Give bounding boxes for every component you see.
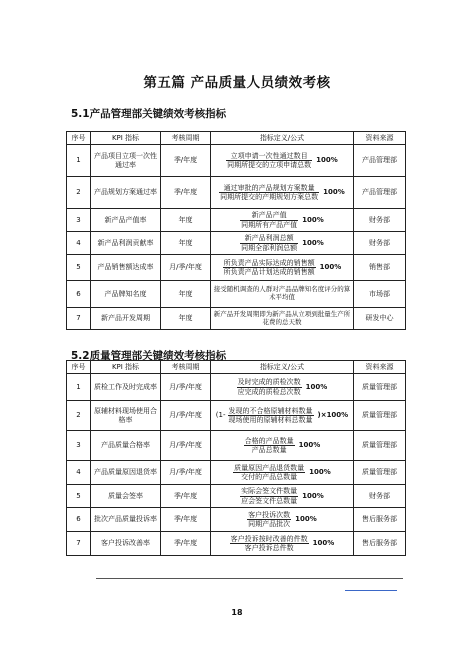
- assessment-period: 年度: [161, 232, 211, 255]
- formula-fraction: [228, 407, 314, 425]
- kpi-name: 产品质量原因退货率: [91, 461, 161, 485]
- formula-percent: 100%: [295, 515, 317, 524]
- kpi-name: 产品销售额达成率: [91, 255, 161, 281]
- formula-numerator: 客户投诉按时改善的件数: [230, 534, 308, 543]
- section-heading: [71, 106, 226, 121]
- table-row: [67, 431, 406, 461]
- table-row: [67, 461, 406, 485]
- kpi-definition: [211, 281, 354, 308]
- formula-numerator: 发现的不合格原辅材料数量: [228, 406, 313, 415]
- col-header-source: 资料来源: [354, 361, 406, 374]
- assessment-period: 年度: [161, 209, 211, 232]
- formula-denominator: 同期所提交的立项申请总数: [227, 161, 312, 169]
- formula-denominator: 交付的产品总数量: [241, 473, 298, 481]
- kpi-formula: [211, 508, 354, 532]
- table-row: [67, 232, 406, 255]
- assessment-period: 月/季/年度: [161, 461, 211, 485]
- row-index: 3: [67, 209, 91, 232]
- data-source: 销售部: [354, 255, 406, 281]
- col-header-kpi: KPI 指标: [91, 361, 161, 374]
- row-index: 1: [67, 374, 91, 401]
- table-row: [67, 532, 406, 556]
- formula-fraction: [247, 511, 291, 529]
- kpi-formula: [211, 255, 354, 281]
- formula-denominator: 同期产品批次: [248, 520, 291, 528]
- formula-fraction: [240, 211, 298, 229]
- data-source: 财务部: [354, 485, 406, 508]
- page-number: 18: [231, 608, 243, 617]
- kpi-name: 新产品开发周期: [91, 308, 161, 330]
- kpi-formula: [211, 431, 354, 461]
- section-number: 5.2: [71, 350, 90, 362]
- row-index: 7: [67, 532, 91, 556]
- row-index: 6: [67, 281, 91, 308]
- formula-prefix: (1-: [215, 411, 226, 420]
- formula-numerator: 新产品利润总额: [240, 234, 298, 243]
- formula-denominator: 同期所有产品产值: [241, 220, 298, 229]
- kpi-table-quality: [66, 360, 406, 556]
- formula-percent: 100%: [323, 188, 345, 197]
- formula-numerator: 合格的产品数量: [244, 436, 294, 445]
- data-source: 质量管理部: [354, 431, 406, 461]
- kpi-name: 产品牌知名度: [91, 281, 161, 308]
- table-header-row: [67, 361, 406, 374]
- formula-numerator: 新产品产值: [240, 211, 298, 220]
- data-source: 财务部: [354, 232, 406, 255]
- footer-rule: [96, 578, 403, 579]
- row-index: 3: [67, 431, 91, 461]
- definition-text: 接受随机调查的人群对产品品牌知名度评分的算术平均值: [213, 285, 351, 301]
- formula-fraction: [237, 378, 302, 396]
- data-source: 产品管理部: [354, 145, 406, 177]
- kpi-name: 产品规划方案通过率: [91, 177, 161, 209]
- kpi-formula: [211, 461, 354, 485]
- col-header-definition: 指标定义/公式: [211, 361, 354, 374]
- table-row: [67, 281, 406, 308]
- formula-denominator: 现场使用的原辅材料总数量: [228, 416, 313, 424]
- kpi-name: 产品项目立项一次性通过率: [91, 145, 161, 177]
- formula-numerator: 客户投诉次数: [248, 510, 291, 519]
- formula-percent: )×100%: [317, 411, 349, 420]
- kpi-formula: [211, 401, 354, 431]
- assessment-period: 月/季/年度: [161, 401, 211, 431]
- table-row: [67, 308, 406, 330]
- formula-percent: 100%: [302, 215, 324, 224]
- kpi-name: 原辅材料现场使用合格率: [91, 401, 161, 431]
- table-row: [67, 508, 406, 532]
- row-index: 6: [67, 508, 91, 532]
- row-index: 4: [67, 461, 91, 485]
- formula-percent: 100%: [305, 382, 328, 391]
- formula-numerator: 立项申请一次性通过数目: [226, 152, 312, 161]
- kpi-formula: [211, 232, 354, 255]
- row-index: 2: [67, 177, 91, 209]
- kpi-formula: [211, 532, 354, 556]
- col-header-index: 序号: [67, 132, 91, 145]
- page-title: 第五篇 产品质量人员绩效考核: [143, 75, 331, 91]
- formula-percent: 100%: [312, 539, 335, 548]
- formula-fraction: [219, 184, 319, 202]
- formula-fraction: [230, 535, 309, 553]
- assessment-period: 季/年度: [161, 508, 211, 532]
- formula-percent: 100%: [316, 156, 338, 165]
- formula-denominator: 应会签文件总数量: [241, 496, 298, 505]
- assessment-period: 月/季/年度: [161, 431, 211, 461]
- formula-numerator: 及时完成的质检次数: [237, 378, 301, 387]
- table-row: [67, 374, 406, 401]
- kpi-formula: [211, 485, 354, 508]
- row-index: 1: [67, 145, 91, 177]
- assessment-period: 月/季/年度: [161, 374, 211, 401]
- data-source: 售后服务部: [354, 508, 406, 532]
- kpi-formula: [211, 374, 354, 401]
- data-source: 市场部: [354, 281, 406, 308]
- kpi-name: 客户投诉改善率: [91, 532, 161, 556]
- assessment-period: 季/年度: [161, 145, 211, 177]
- col-header-kpi: KPI 指标: [91, 132, 161, 145]
- col-header-definition: 指标定义/公式: [211, 132, 354, 145]
- assessment-period: 月/季/年度: [161, 255, 211, 281]
- assessment-period: 季/年度: [161, 177, 211, 209]
- formula-denominator: 同期所提交的产期规划方案总数: [220, 193, 319, 201]
- assessment-period: 年度: [161, 308, 211, 330]
- formula-denominator: 应完成的质检总次数: [237, 387, 301, 396]
- section-title: 产品管理部关键绩效考核指标: [89, 108, 227, 120]
- formula-numerator: 质量原因产品退货数量: [234, 463, 305, 472]
- formula-fraction: [226, 152, 312, 170]
- row-index: 7: [67, 308, 91, 330]
- formula-percent: 100%: [302, 491, 324, 500]
- row-index: 5: [67, 255, 91, 281]
- data-source: 售后服务部: [354, 532, 406, 556]
- data-source: 财务部: [354, 209, 406, 232]
- formula-fraction: [233, 464, 305, 482]
- row-index: 2: [67, 401, 91, 431]
- footer-link-rule: [345, 590, 397, 591]
- formula-percent: 100%: [298, 441, 321, 450]
- table-header-row: [67, 132, 406, 145]
- data-source: 质量管理部: [354, 401, 406, 431]
- kpi-formula: [211, 209, 354, 232]
- formula-numerator: 通过审批的产品规划方案数量: [219, 184, 319, 193]
- row-index: 5: [67, 485, 91, 508]
- table-row: [67, 177, 406, 209]
- kpi-name: 质量会签率: [91, 485, 161, 508]
- table-row: [67, 145, 406, 177]
- formula-denominator: 同期全部利润总额: [241, 243, 298, 252]
- formula-percent: 100%: [319, 263, 342, 272]
- data-source: 产品管理部: [354, 177, 406, 209]
- table-row: [67, 255, 406, 281]
- kpi-name: 批次产品质量投诉率: [91, 508, 161, 532]
- col-header-period: 考核周期: [161, 361, 211, 374]
- formula-fraction: [223, 259, 316, 277]
- data-source: 研发中心: [354, 308, 406, 330]
- col-header-period: 考核周期: [161, 132, 211, 145]
- formula-denominator: 客户投诉总件数: [244, 544, 294, 552]
- section-number: 5.1: [71, 108, 90, 120]
- kpi-table-product: [66, 131, 406, 330]
- formula-percent: 100%: [302, 238, 324, 247]
- kpi-formula: [211, 177, 354, 209]
- kpi-name: 产品质量合格率: [91, 431, 161, 461]
- table-row: [67, 485, 406, 508]
- data-source: 质量管理部: [354, 461, 406, 485]
- formula-denominator: 所负责产品计划达成的销售额: [223, 268, 315, 276]
- assessment-period: 季/年度: [161, 485, 211, 508]
- kpi-definition: [211, 308, 354, 330]
- kpi-name: 新产品利润贡献率: [91, 232, 161, 255]
- definition-text: 新产品开发周期即为新产品从立项到批量生产所花费的总天数: [213, 309, 351, 326]
- assessment-period: 季/年度: [161, 532, 211, 556]
- kpi-name: 新产品产值率: [91, 209, 161, 232]
- formula-denominator: 产品总数量: [251, 446, 287, 454]
- col-header-index: 序号: [67, 361, 91, 374]
- table-row: [67, 209, 406, 232]
- formula-percent: 100%: [309, 468, 331, 477]
- col-header-source: 资料来源: [354, 132, 406, 145]
- formula-fraction: [244, 437, 295, 455]
- kpi-name: 质检工作及时完成率: [91, 374, 161, 401]
- assessment-period: 年度: [161, 281, 211, 308]
- kpi-formula: [211, 145, 354, 177]
- formula-fraction: [240, 234, 298, 252]
- section-title: 质量管理部关键绩效考核指标: [89, 350, 227, 362]
- formula-numerator: 实际会签文件数量: [241, 487, 298, 496]
- formula-numerator: 所负责产品实际达成的销售额: [223, 258, 315, 267]
- row-index: 4: [67, 232, 91, 255]
- table-row: [67, 401, 406, 431]
- formula-fraction: [240, 487, 298, 505]
- data-source: 质量管理部: [354, 374, 406, 401]
